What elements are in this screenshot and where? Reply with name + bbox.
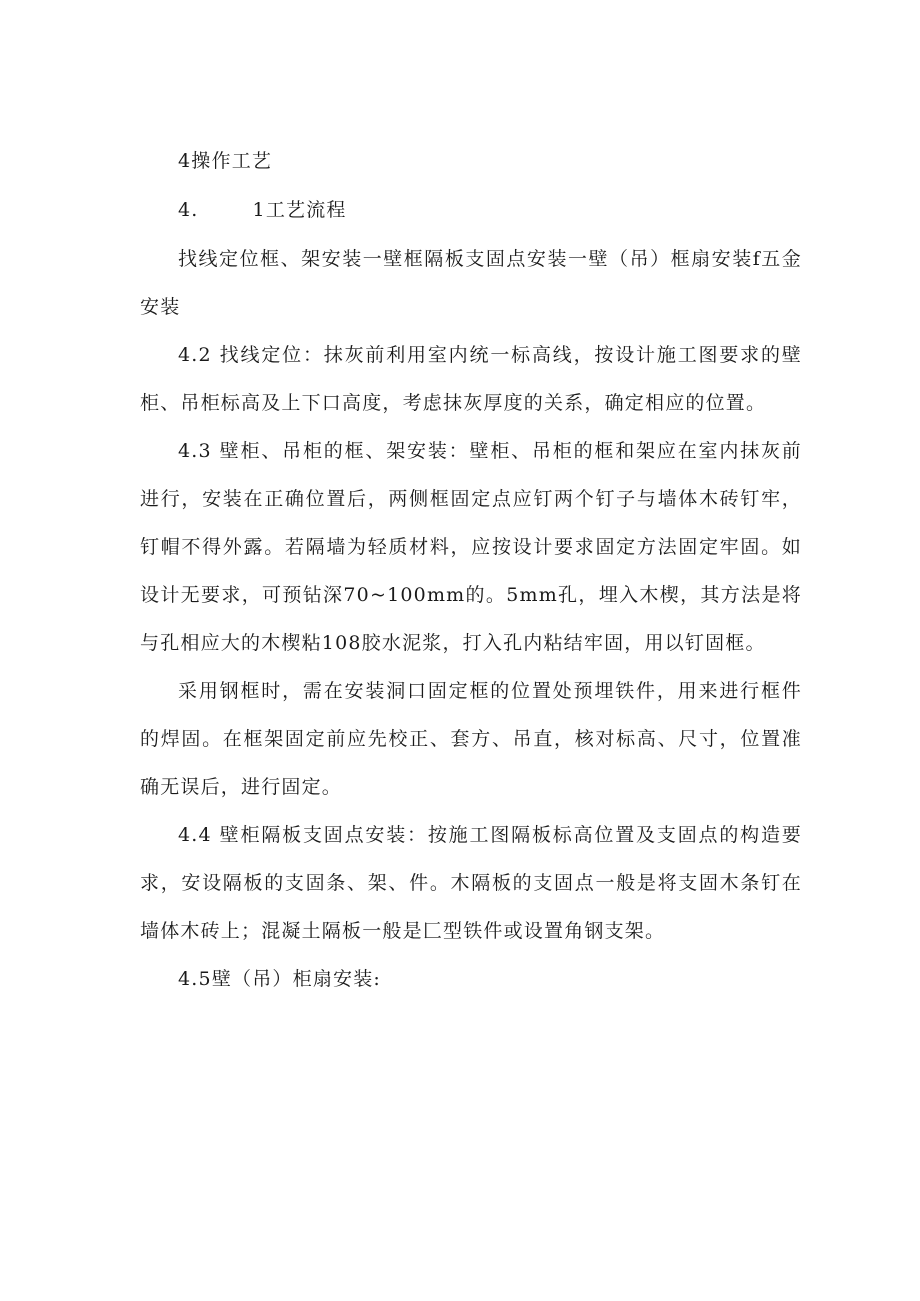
subsection-heading <box>140 186 802 234</box>
paragraph-steel-frame: 采用钢框时，需在安装洞口固定框的位置处预埋铁件，用来进行框件的焊固。在框架固定前应先校正、套方、吊直，核对标高、尺寸，位置准确无误后，进行固定。 <box>140 680 802 798</box>
paragraph-process-flow: 找线定位框、架安装一壁框隔板支固点安装一壁（吊）框扇安装f五金安装 <box>140 248 802 318</box>
paragraph-4-2: 4.2 找线定位：抹灰前利用室内统一标高线，按设计施工图要求的壁柜、吊柜标高及上下口高度，考虑抹灰厚度的关系，确定相应的位置。 <box>140 344 802 414</box>
subsection-number: 4. <box>178 199 199 221</box>
subsection-title: 1工艺流程 <box>252 199 347 221</box>
paragraph-4-4: 4.4 壁柜隔板支固点安装：按施工图隔板标高位置及支固点的构造要求，安设隔板的支固条、架、件。木隔板的支固点一般是将支固木条钉在墙体木砖上；混凝土隔板一般是匚型铁件或设置角钢支架。 <box>140 824 802 942</box>
document-body <box>140 137 802 1003</box>
section-heading-text: 4操作工艺 <box>178 150 273 172</box>
section-heading <box>140 137 802 185</box>
paragraph-4-5: 4.5壁（吊）柜扇安装: <box>178 968 382 990</box>
paragraph-4-3: 4.3 壁柜、吊柜的框、架安装：壁柜、吊柜的框和架应在室内抹灰前进行，安装在正确位置后，两侧框固定点应钉两个钉子与墙体木砖钉牢，钉帽不得外露。若隔墙为轻质材料，应按设计要求固定方法固定牢固。如设计无要求，可预钻深70~100mm的。5mm孔，埋入木楔，其方法是将与孔相应大的木楔粘108胶水泥浆，打入孔内粘结牢固，用以钉固框。 <box>140 440 802 654</box>
